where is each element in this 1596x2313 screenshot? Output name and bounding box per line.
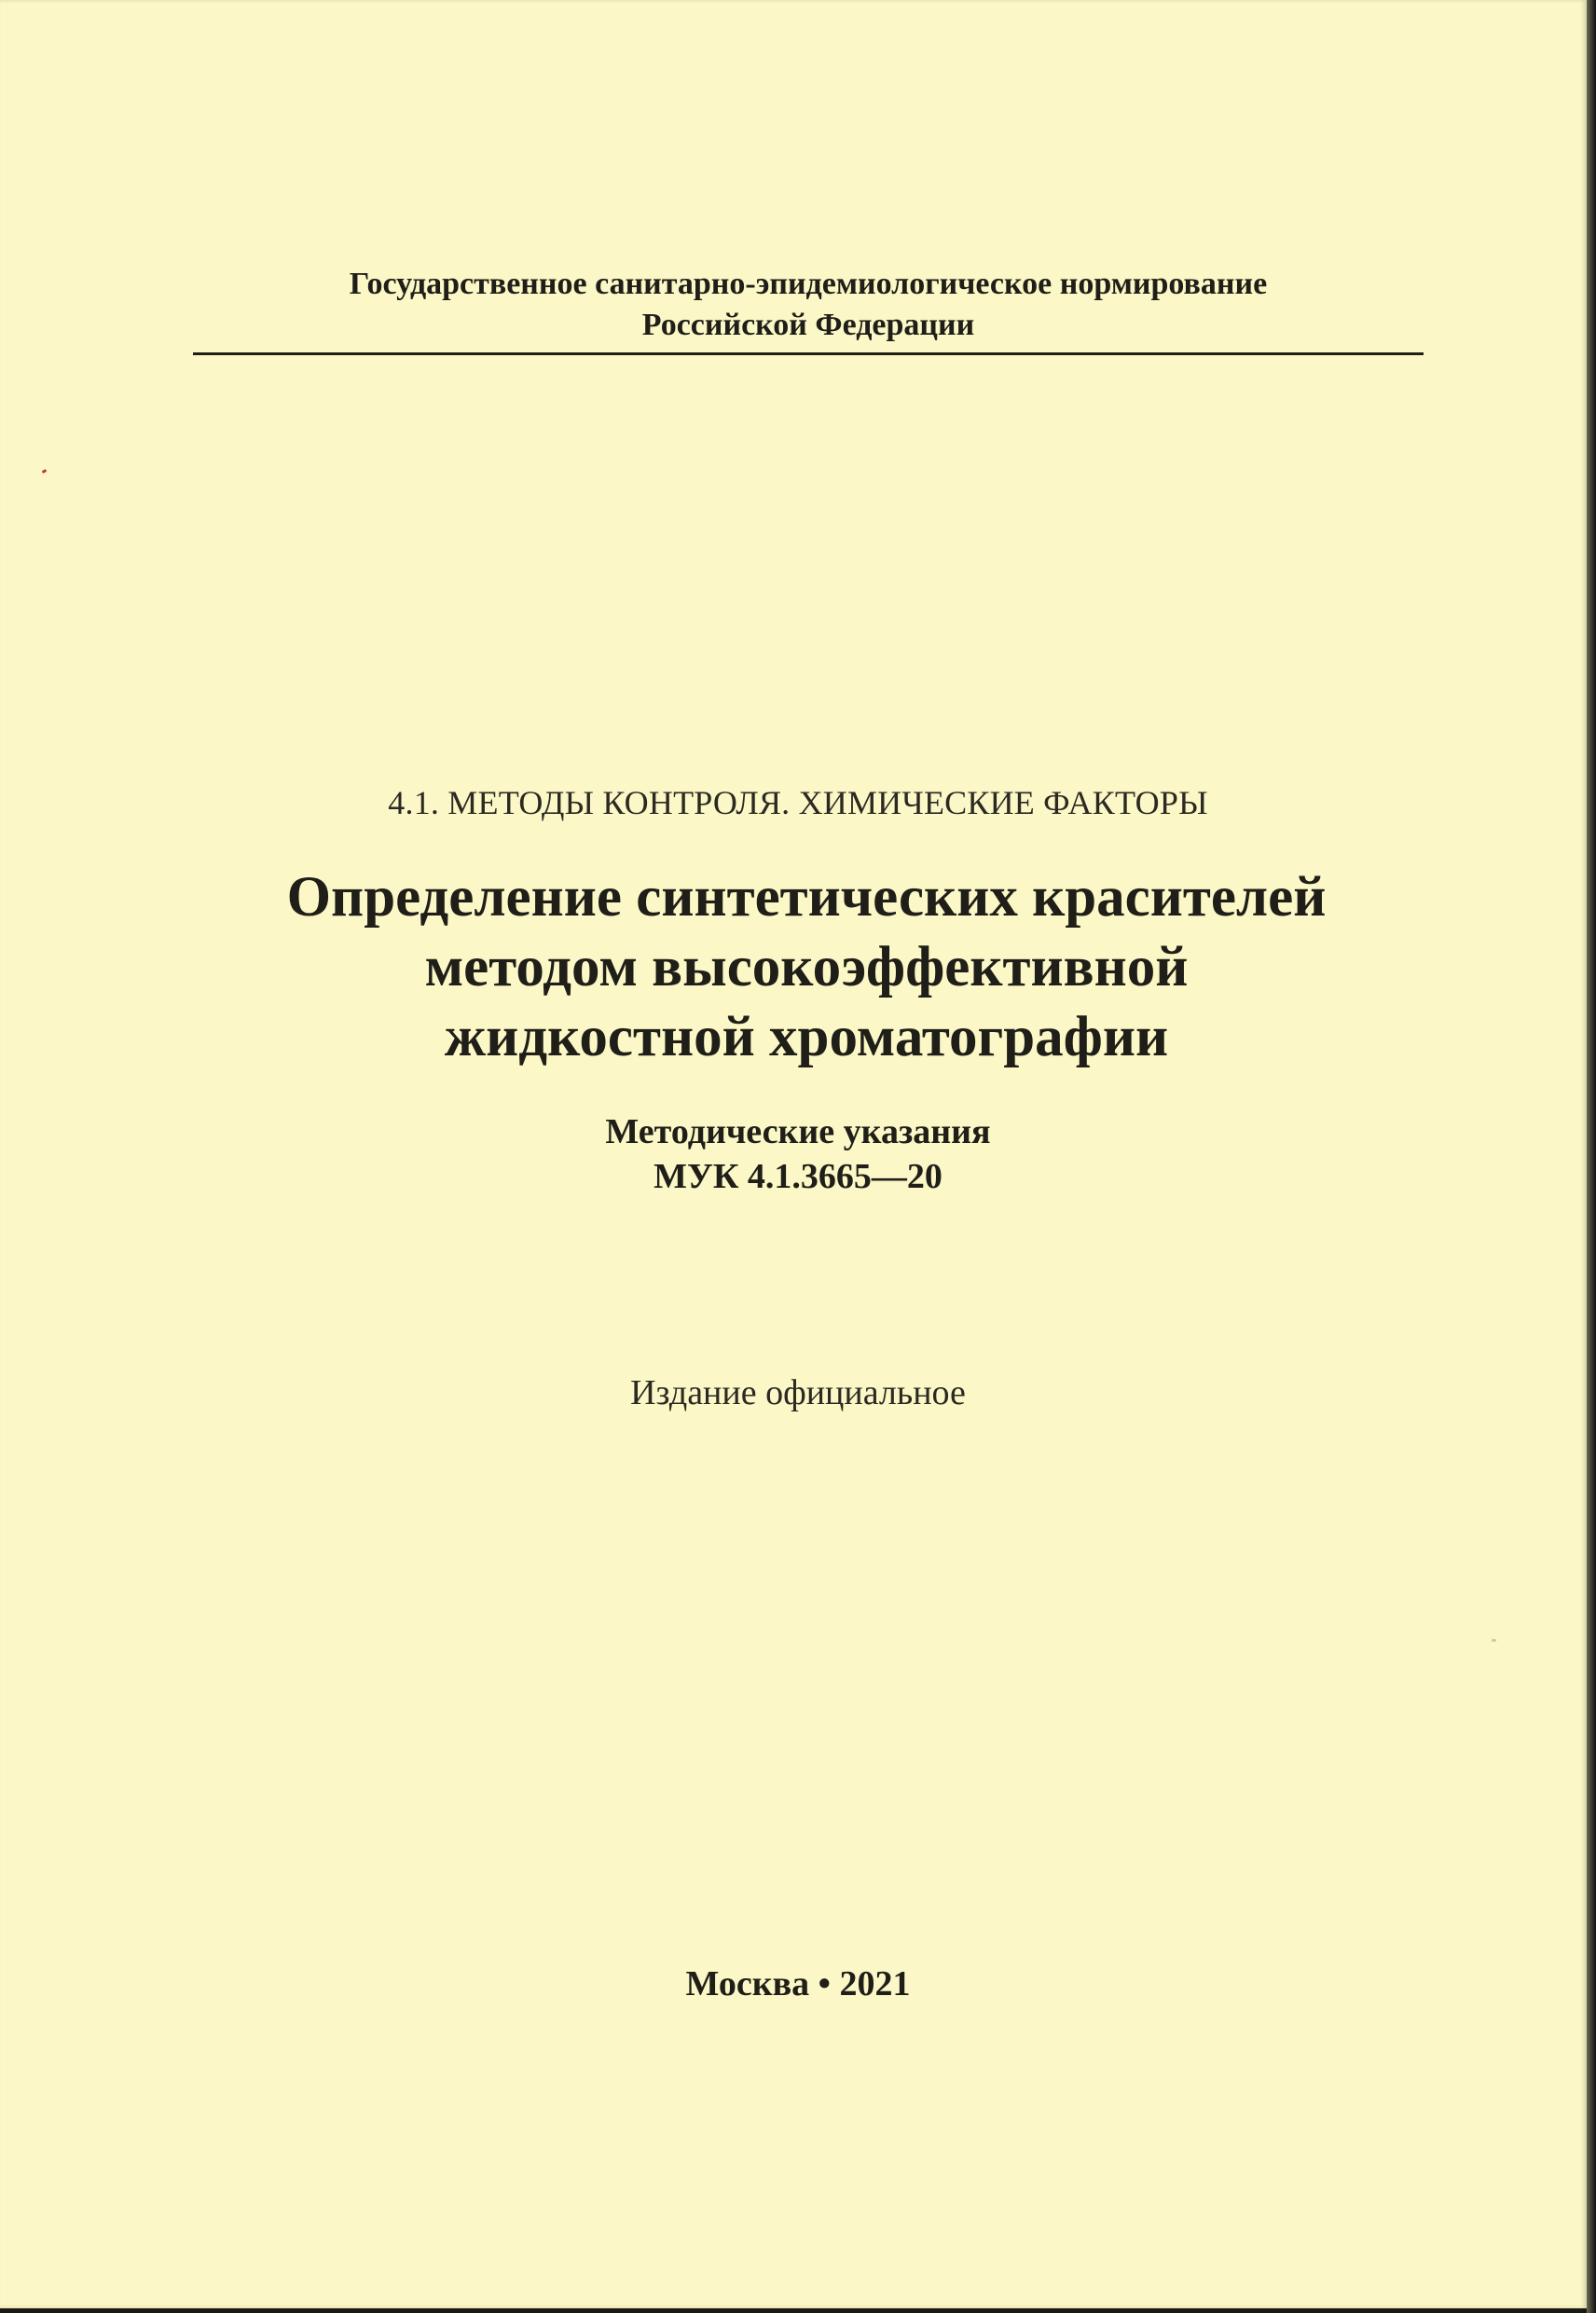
section-heading: 4.1. МЕТОДЫ КОНТРОЛЯ. ХИМИЧЕСКИЕ ФАКТОРЫ [388,784,1208,821]
document-subtitle [0,1109,1596,1199]
document-title [112,862,1501,1072]
document-type: Методические указания [605,1112,991,1151]
document-number: МУК 4.1.3665—20 [654,1157,942,1196]
edition-label: Издание официальное [630,1373,966,1412]
imprint-place-year: Москва • 2021 [685,1964,911,2003]
title-line-2: методом высокоэффективной [424,936,1189,998]
title-line-3: жидкостной хроматографии [444,1006,1169,1068]
scan-edge [1587,0,1596,2313]
publisher-header [193,264,1424,346]
header-divider [193,352,1424,355]
header-line-2: Российской Федерации [641,308,975,342]
header-line-1: Государственное санитарно-эпидемиологическое нормирование [349,267,1268,301]
paper-speck [42,469,48,474]
paper-speck [1492,1639,1496,1642]
title-line-1: Определение синтетических красителей [286,866,1327,929]
